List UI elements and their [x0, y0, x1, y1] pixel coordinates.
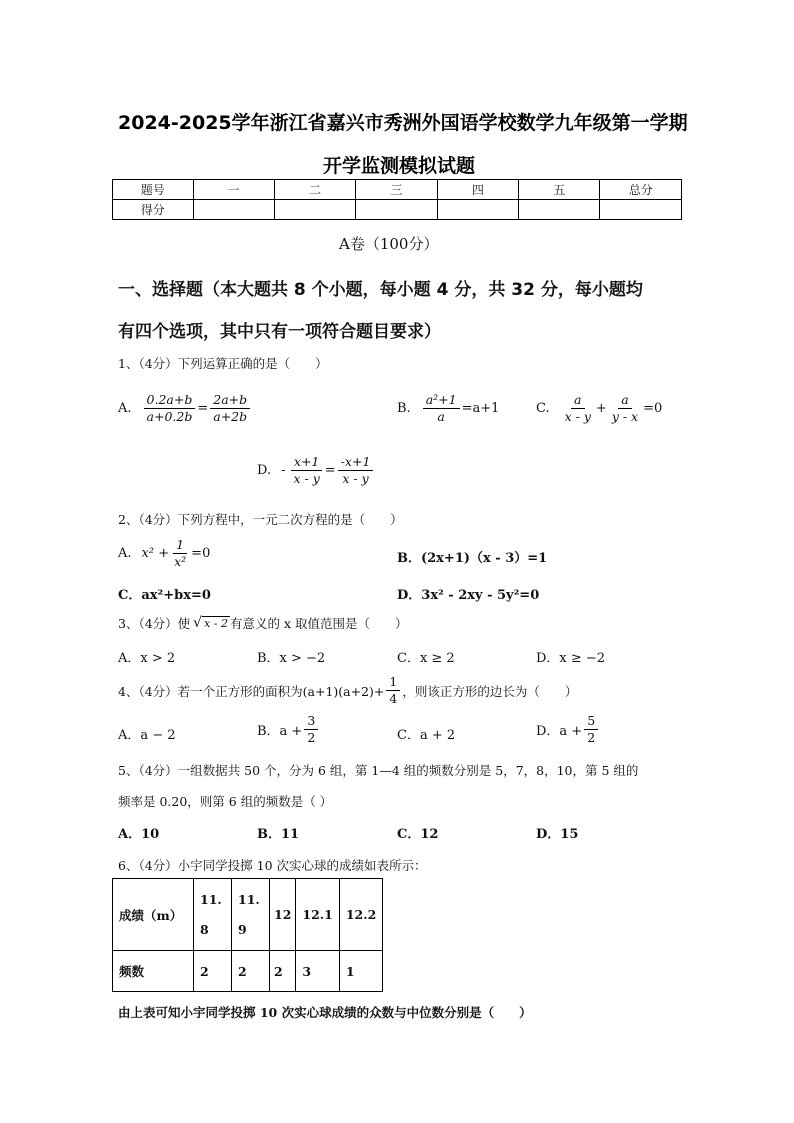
radicand: x - 2 [204, 617, 228, 630]
fraction-numerator: 2a+b [210, 392, 250, 409]
score-table [112, 179, 682, 220]
table-cell: 2 [232, 951, 270, 992]
sqrt-icon: √ [193, 615, 203, 631]
results-table [112, 878, 383, 992]
option-label: B. [397, 401, 411, 416]
cell-text: 11. [238, 891, 260, 907]
part-heading-line1: 一、选择题（本大题共 8 个小题，每小题 4 分，共 32 分，每小题均 [118, 280, 643, 300]
fraction-denominator: a+2b [213, 409, 248, 424]
fraction-denominator: x² [174, 554, 187, 569]
part-heading-line2: 有四个选项，其中只有一项符合题目要求） [118, 322, 441, 342]
question-1-option-a [118, 392, 252, 425]
fraction-numerator: x+1 [291, 454, 322, 471]
fraction-denominator: x - y [564, 409, 591, 424]
option-expression: x² + [141, 546, 170, 561]
score-cell: 总分 [600, 180, 682, 200]
option-label: D. [257, 463, 272, 478]
fraction-denominator: y - x [611, 409, 639, 424]
question-2-option-c: C．ax²+bx=0 [118, 588, 211, 603]
score-blank [437, 200, 518, 220]
score-table-score-row [113, 200, 682, 220]
question-5-stem-line2: 频率是 0.20，则第 6 组的频数是（ ） [118, 794, 333, 809]
stem-text: 3、（4分）使 [118, 616, 191, 631]
equals-sign: = [324, 463, 336, 478]
table-cell: 12.1 [296, 879, 339, 951]
option-label: A. [118, 546, 132, 561]
question-2-option-d: D．3x² - 2xy - 5y²=0 [397, 588, 540, 603]
score-cell: 五 [519, 180, 600, 200]
question-6-stem: 6、（4分）小宇同学投掷 10 次实心球的成绩如表所示： [118, 858, 427, 873]
score-blank [356, 200, 437, 220]
question-5-option-a: A．10 [118, 827, 160, 842]
option-rhs: =0 [191, 546, 211, 561]
question-2-option-a [118, 537, 210, 570]
question-4-option-d [536, 713, 600, 746]
cell-text: 9 [238, 921, 247, 937]
fraction-numerator: 1 [386, 674, 400, 691]
score-blank [193, 200, 274, 220]
fraction-denominator: a [437, 409, 445, 424]
fraction-denominator: 2 [587, 730, 596, 745]
question-5-option-b: B．11 [257, 827, 300, 842]
option-label: C. [536, 401, 550, 416]
fraction-numerator: 5 [584, 713, 598, 730]
fraction-numerator: a [618, 392, 631, 409]
fraction-denominator: x - y [293, 471, 320, 486]
score-cell: 三 [356, 180, 437, 200]
score-cell: 二 [274, 180, 355, 200]
table-cell [232, 879, 270, 951]
table-header-cell: 频数 [113, 951, 194, 992]
table-cell: 2 [194, 951, 232, 992]
fraction-denominator: x - y [342, 471, 369, 486]
table-cell: 12 [270, 879, 296, 951]
score-blank [600, 200, 682, 220]
score-table-header-row [113, 180, 682, 200]
score-cell: 题号 [113, 180, 194, 200]
fraction-numerator: 3 [304, 713, 318, 730]
question-2-option-b: B．(2x+1)（x - 3）=1 [397, 551, 548, 566]
question-4-option-a: A．a − 2 [118, 728, 176, 743]
fraction-numerator: a²+1 [423, 392, 460, 409]
fraction-denominator: 2 [307, 730, 316, 745]
question-4-stem [118, 674, 577, 707]
option-text: B．a + [257, 724, 303, 739]
question-4-option-c: C．a + 2 [397, 728, 456, 743]
question-5-option-d: D．15 [536, 827, 579, 842]
cell-text: 8 [200, 921, 209, 937]
score-blank [519, 200, 600, 220]
table-cell: 12.2 [339, 879, 382, 951]
plus-sign: + [595, 401, 607, 416]
question-1-stem: 1、（4分）下列运算正确的是（ ） [118, 356, 328, 371]
question-5-stem-line1: 5、（4分）一组数据共 50 个，分为 6 组，第 1—4 组的频数分别是 5，7，8，10，第 5 组的 [118, 763, 639, 778]
page-title-line2: 开学监测模拟试题 [323, 155, 476, 177]
stem-text: ，则该正方形的边长为（ ） [402, 683, 578, 699]
cell-text: 11. [200, 891, 222, 907]
question-3-stem [118, 614, 408, 632]
option-label: A. [118, 401, 132, 416]
table-cell: 2 [270, 951, 296, 992]
score-cell: 一 [193, 180, 274, 200]
table-row [113, 951, 383, 992]
table-header-cell: 成绩（m） [113, 879, 194, 951]
score-blank [274, 200, 355, 220]
stem-text: 4、（4分）若一个正方形的面积为(a+1)(a+2)+ [118, 683, 385, 699]
table-cell: 3 [296, 951, 339, 992]
fraction-numerator: 0.2a+b [144, 392, 196, 409]
question-3-option-b: B．x > −2 [257, 651, 326, 666]
option-text: D．a + [536, 724, 583, 739]
option-rhs: =0 [643, 401, 663, 416]
table-row [113, 879, 383, 951]
question-1-option-c [536, 392, 662, 425]
page-title-line1: 2024-2025学年浙江省嘉兴市秀洲外国语学校数学九年级第一学期 [118, 112, 688, 134]
question-3-option-d: D．x ≥ −2 [536, 651, 606, 666]
score-cell: 得分 [113, 200, 194, 220]
fraction-numerator: -x+1 [338, 454, 374, 471]
question-4-option-b [257, 713, 320, 746]
question-3-option-a: A．x > 2 [118, 651, 176, 666]
equals-sign: = [197, 401, 209, 416]
stem-text: 有意义的 x 取值范围是（ ） [230, 616, 408, 631]
fraction-numerator: 1 [173, 537, 187, 554]
question-3-option-c: C．x ≥ 2 [397, 651, 455, 666]
question-1-option-d [257, 454, 375, 487]
minus-sign: - [281, 463, 286, 478]
question-5-option-c: C．12 [397, 827, 439, 842]
fraction-numerator: a [571, 392, 584, 409]
table-cell [194, 879, 232, 951]
fraction-denominator: 4 [389, 691, 398, 706]
table-cell: 1 [339, 951, 382, 992]
section-heading: A卷（100分） [339, 235, 439, 253]
score-cell: 四 [437, 180, 518, 200]
question-2-stem: 2、（4分）下列方程中，一元二次方程的是（ ） [118, 512, 403, 527]
option-rhs: =a+1 [461, 401, 500, 416]
question-6-follow-up: 由上表可知小宇同学投掷 10 次实心球成绩的众数与中位数分别是（ ） [118, 1005, 532, 1020]
question-1-option-b [397, 392, 499, 425]
fraction-denominator: a+0.2b [146, 409, 193, 424]
